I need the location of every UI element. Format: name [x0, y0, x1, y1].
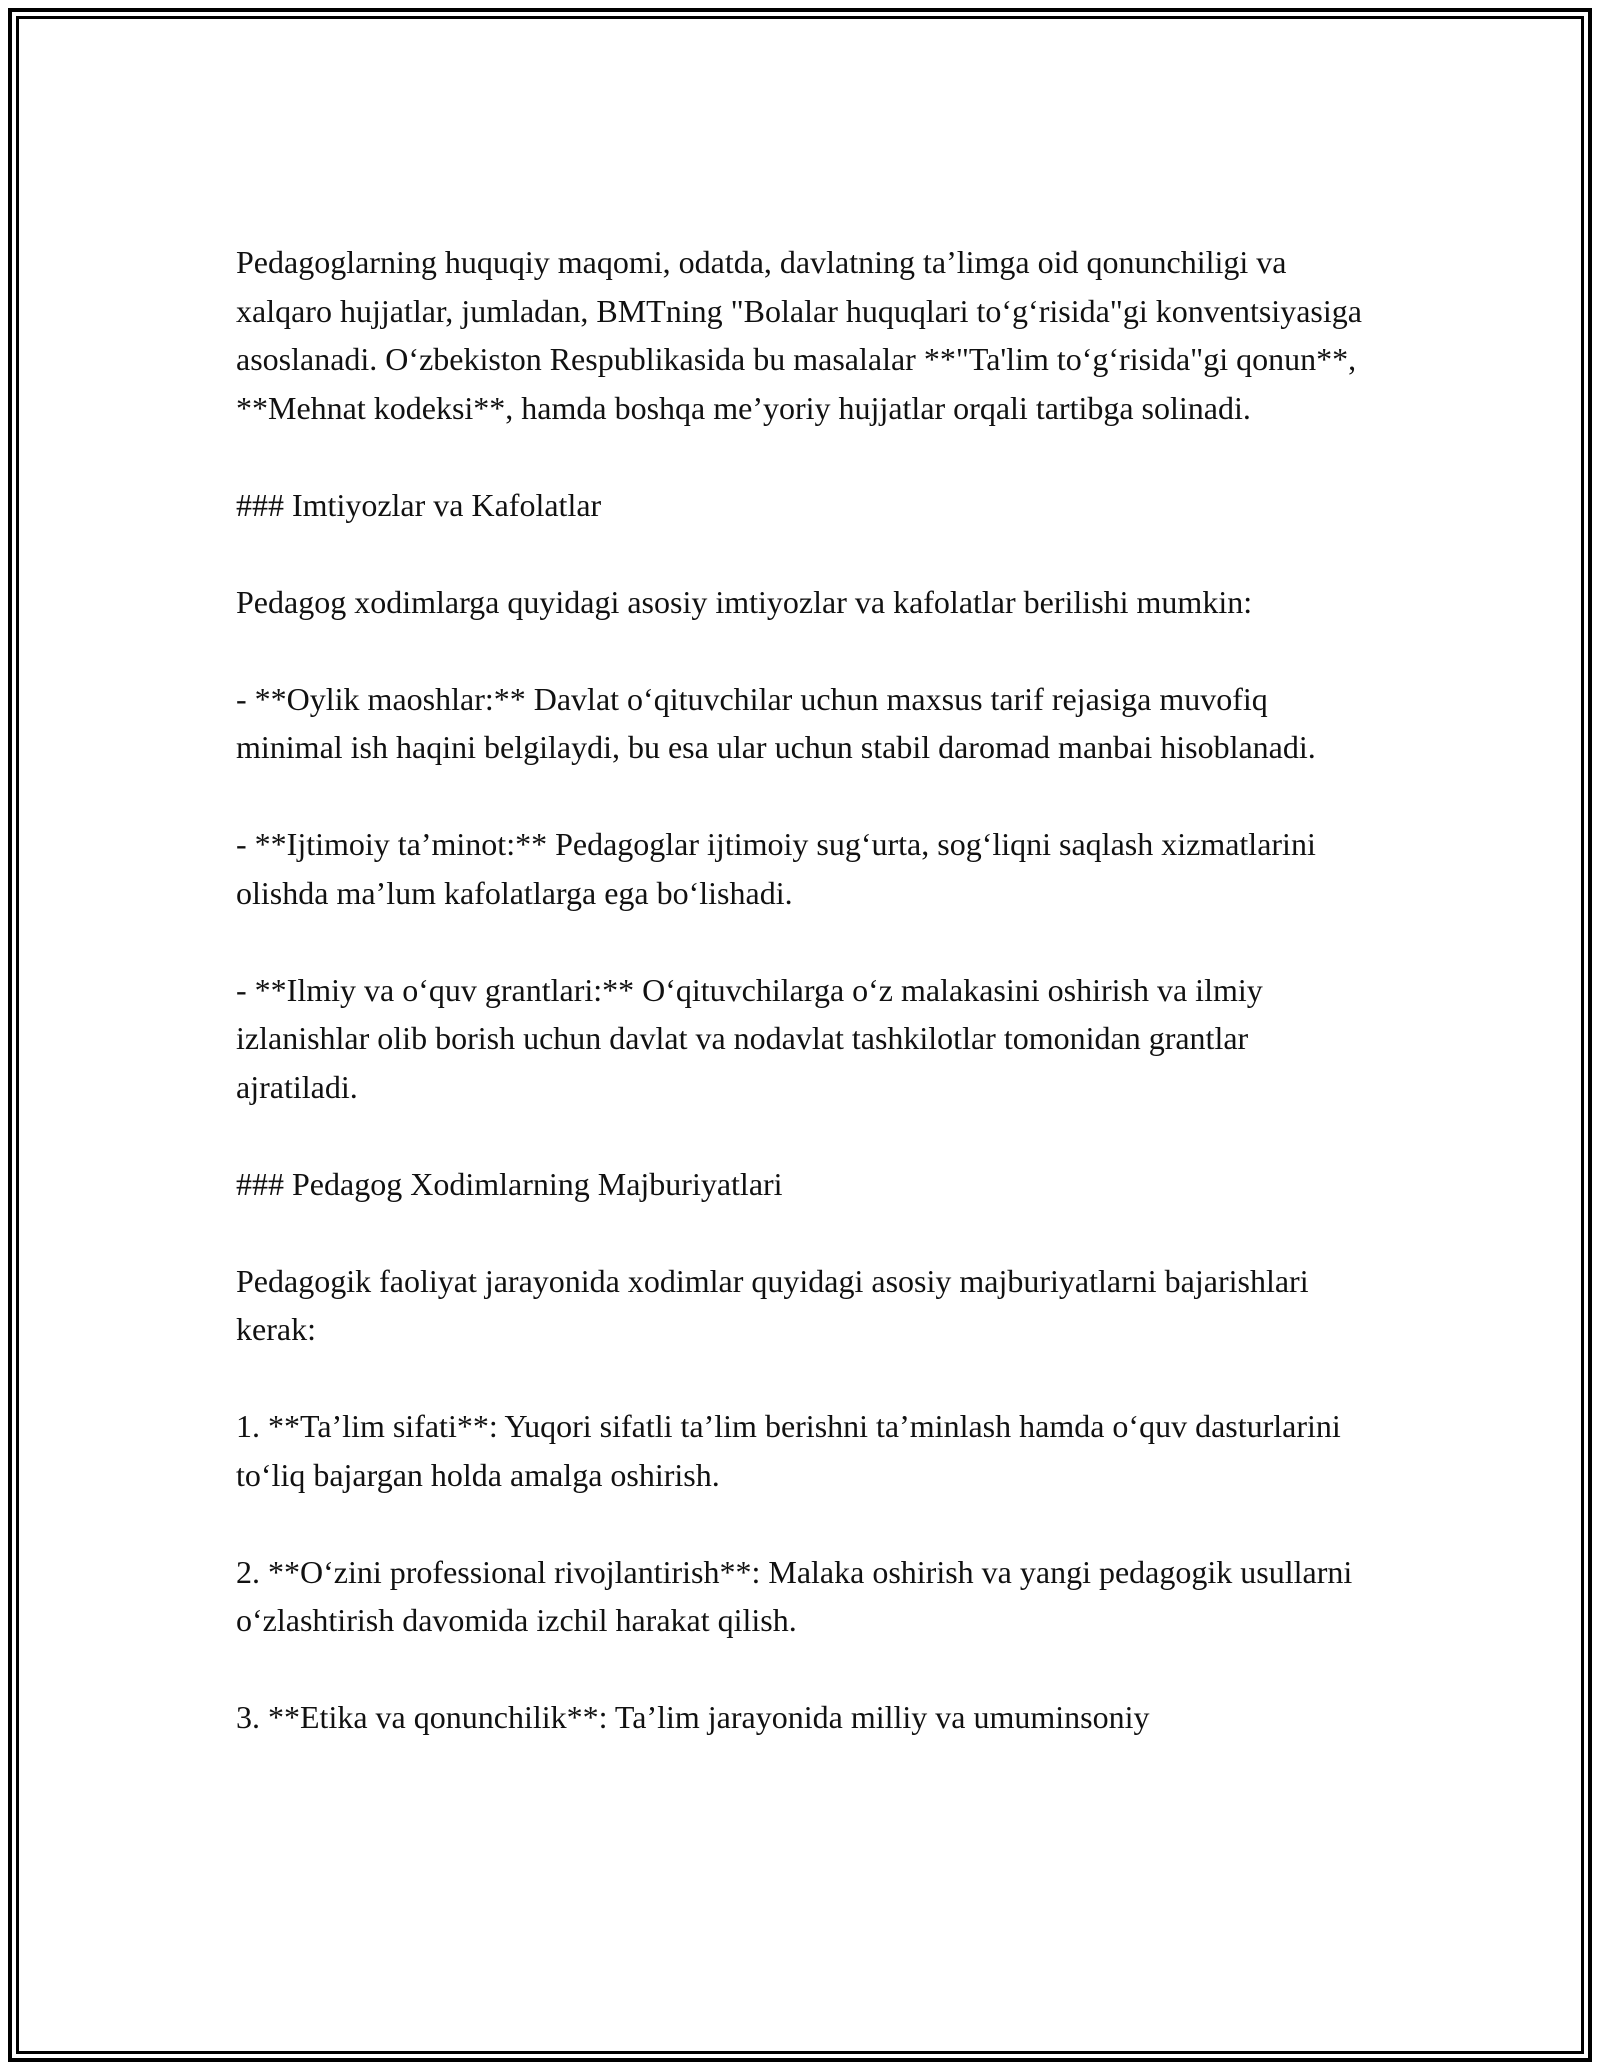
benefit-item-social-security: - **Ijtimoiy ta’minot:** Pedagoglar ijtimoiy sug‘urta, sog‘liqni saqlash xizmatlarini olishda ma’lum kafolatlarga ega bo‘lishadi. [236, 826, 1316, 911]
duty-item-development: 2. **O‘zini professional rivojlantirish**: Malaka oshirish va yangi pedagogik usullarni o‘zlashtirish davomida izchil harakat qilish. [236, 1553, 1353, 1638]
benefits-intro-paragraph: Pedagog xodimlarga quyidagi asosiy imtiyozlar va kafolatlar berilishi mumkin: [236, 583, 1253, 620]
section-heading-benefits: ### Imtiyozlar va Kafolatlar [236, 486, 602, 523]
duties-intro-paragraph: Pedagogik faoliyat jarayonida xodimlar quyidagi asosiy majburiyatlarni bajarishlari kerak: [236, 1262, 1309, 1347]
benefit-item-grants: - **Ilmiy va o‘quv grantlari:** O‘qituvchilarga o‘z malakasini oshirish va ilmiy izlanishlar olib borish uchun davlat va nodavlat tashkilotlar tomonidan grantlar ajratiladi. [236, 971, 1263, 1105]
benefit-item-salary: - **Oylik maoshlar:** Davlat o‘qituvchilar uchun maxsus tarif rejasiga muvofiq minimal ish haqini belgilaydi, bu esa ular uchun stabil daromad manbai hisoblanadi. [236, 680, 1316, 765]
duty-item-quality: 1. **Ta’lim sifati**: Yuqori sifatli ta’lim berishni ta’minlash hamda o‘quv dasturlarini to‘liq bajargan holda amalga oshirish. [236, 1408, 1341, 1493]
section-heading-duties: ### Pedagog Xodimlarning Majburiyatlari [236, 1165, 783, 1202]
intro-paragraph: Pedagoglarning huquqiy maqomi, odatda, davlatning ta’limga oid qonunchiligi va xalqaro hujjatlar, jumladan, BMTning "Bolalar huquqlari to‘g‘risida"gi konventsiyasiga asoslanadi. O‘zbekiston Respublikasida bu masalalar **"Ta'lim to‘g‘risida"gi qonun**, **Mehnat kodeksi**, hamda boshqa me’yoriy hujjatlar orqali tartibga solinadi. [236, 244, 1362, 426]
duty-item-ethics: 3. **Etika va qonunchilik**: Ta’lim jarayonida milliy va umuminsoniy [236, 1699, 1150, 1735]
document-body [236, 238, 1376, 1742]
